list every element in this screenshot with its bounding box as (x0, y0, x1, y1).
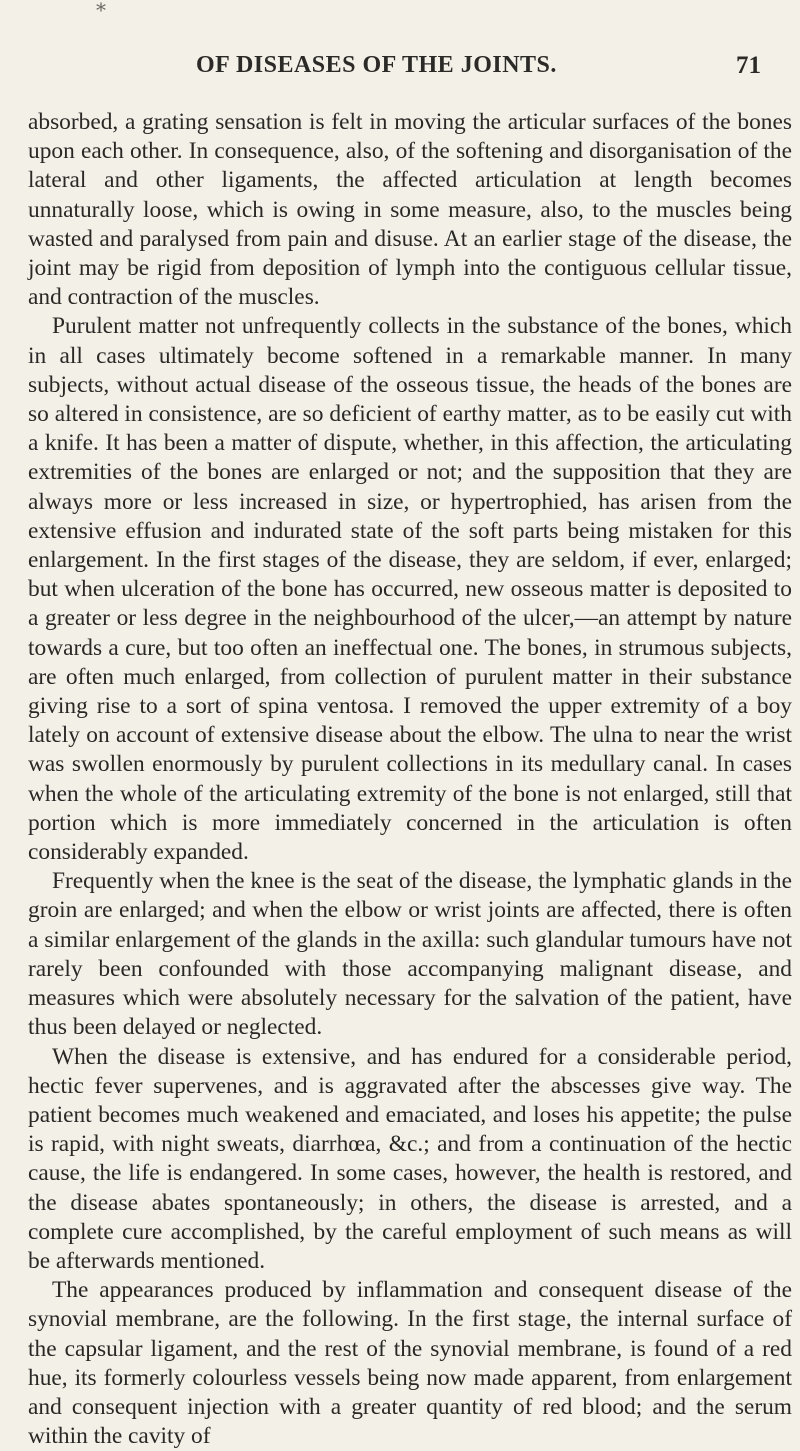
paragraph-2: Purulent matter not unfrequently collects in the substance of the bones, which in all cases ultimately become softened in a remarkable manner. In many subjects, without actual disease of the osseous tissue, the heads of the bones are so altered in consistence, are so deficient of earthy matter, as to be easily cut with a knife. It has been a matter of dispute, whether, in this affection, the articulating extremities of the bones are enlarged or not; and the supposition that they are always more or less increased in size, or hypertrophied, has arisen from the extensive effusion and indurated state of the soft parts being mistaken for this enlargement. In the first stages of the disease, they are seldom, if ever, enlarged; but when ulceration of the bone has occurred, new osseous matter is deposited to a greater or less degree in the neighbourhood of the ulcer,—an attempt by nature towards a cure, but too often an ineffectual one. The bones, in strumous subjects, are often much enlarged, from collection of purulent matter in their substance giving rise to a sort of spina ventosa. I removed the upper extremity of a boy lately on account of extensive disease about the elbow. The ulna to near the wrist was swollen enormously by purulent collections in its medullary canal. In cases when the whole of the articulating extremity of the bone is not enlarged, still that portion which is more immediately concerned in the articulation is often considerably expanded. (28, 313, 792, 866)
page-header (0, 52, 800, 86)
paragraph-5: The appearances produced by inflammation and consequent disease of the synovial membrane, are the following. In the first stage, the internal surface of the capsular ligament, and the rest of the synovial membrane, is found of a red hue, its formerly colourless vessels being now made apparent, from enlargement and consequent injection with a greater quantity of red blood; and the serum within the cavity of (28, 1277, 792, 1450)
paragraph-4: When the disease is extensive, and has endured for a considerable period, hectic fever supervenes, and is aggravated after the abscesses give way. The patient becomes much weakened and emaciated, and loses his appetite; the pulse is rapid, with night sweats, diarrhœa, &c.; and from a continuation of the hectic cause, the life is endangered. In some cases, however, the health is restored, and the disease abates spontaneously; in others, the disease is arrested, and a complete cure accomplished, by the careful employment of such means as will be afterwards mentioned. (28, 1043, 792, 1274)
printer-mark: * (96, 0, 106, 22)
paragraph-1: absorbed, a grating sensation is felt in moving the articular surfaces of the bones upon each other. In consequence, also, of the softening and disorganisation of the lateral and other ligaments, the affected articulation at length becomes unnaturally loose, which is owing in some measure, also, to the muscles being wasted and paralysed from pain and disuse. At an earlier stage of the disease, the joint may be rigid from deposition of lymph into the contiguous cellular tissue, and contraction of the muscles. (28, 109, 792, 311)
page-number: 71 (736, 52, 761, 79)
running-title: OF DISEASES OF THE JOINTS. (196, 52, 557, 78)
paragraph-3: Frequently when the knee is the seat of the disease, the lymphatic glands in the groin are enlarged; and when the elbow or wrist joints are affected, there is often a similar enlargement of the glands in the axilla: such glandular tumours have not rarely been confounded with those accompanying malignant disease, and measures which were absolutely necessary for the salvation of the patient, have thus been delayed or neglected. (28, 868, 792, 1041)
body-text (28, 108, 792, 1451)
